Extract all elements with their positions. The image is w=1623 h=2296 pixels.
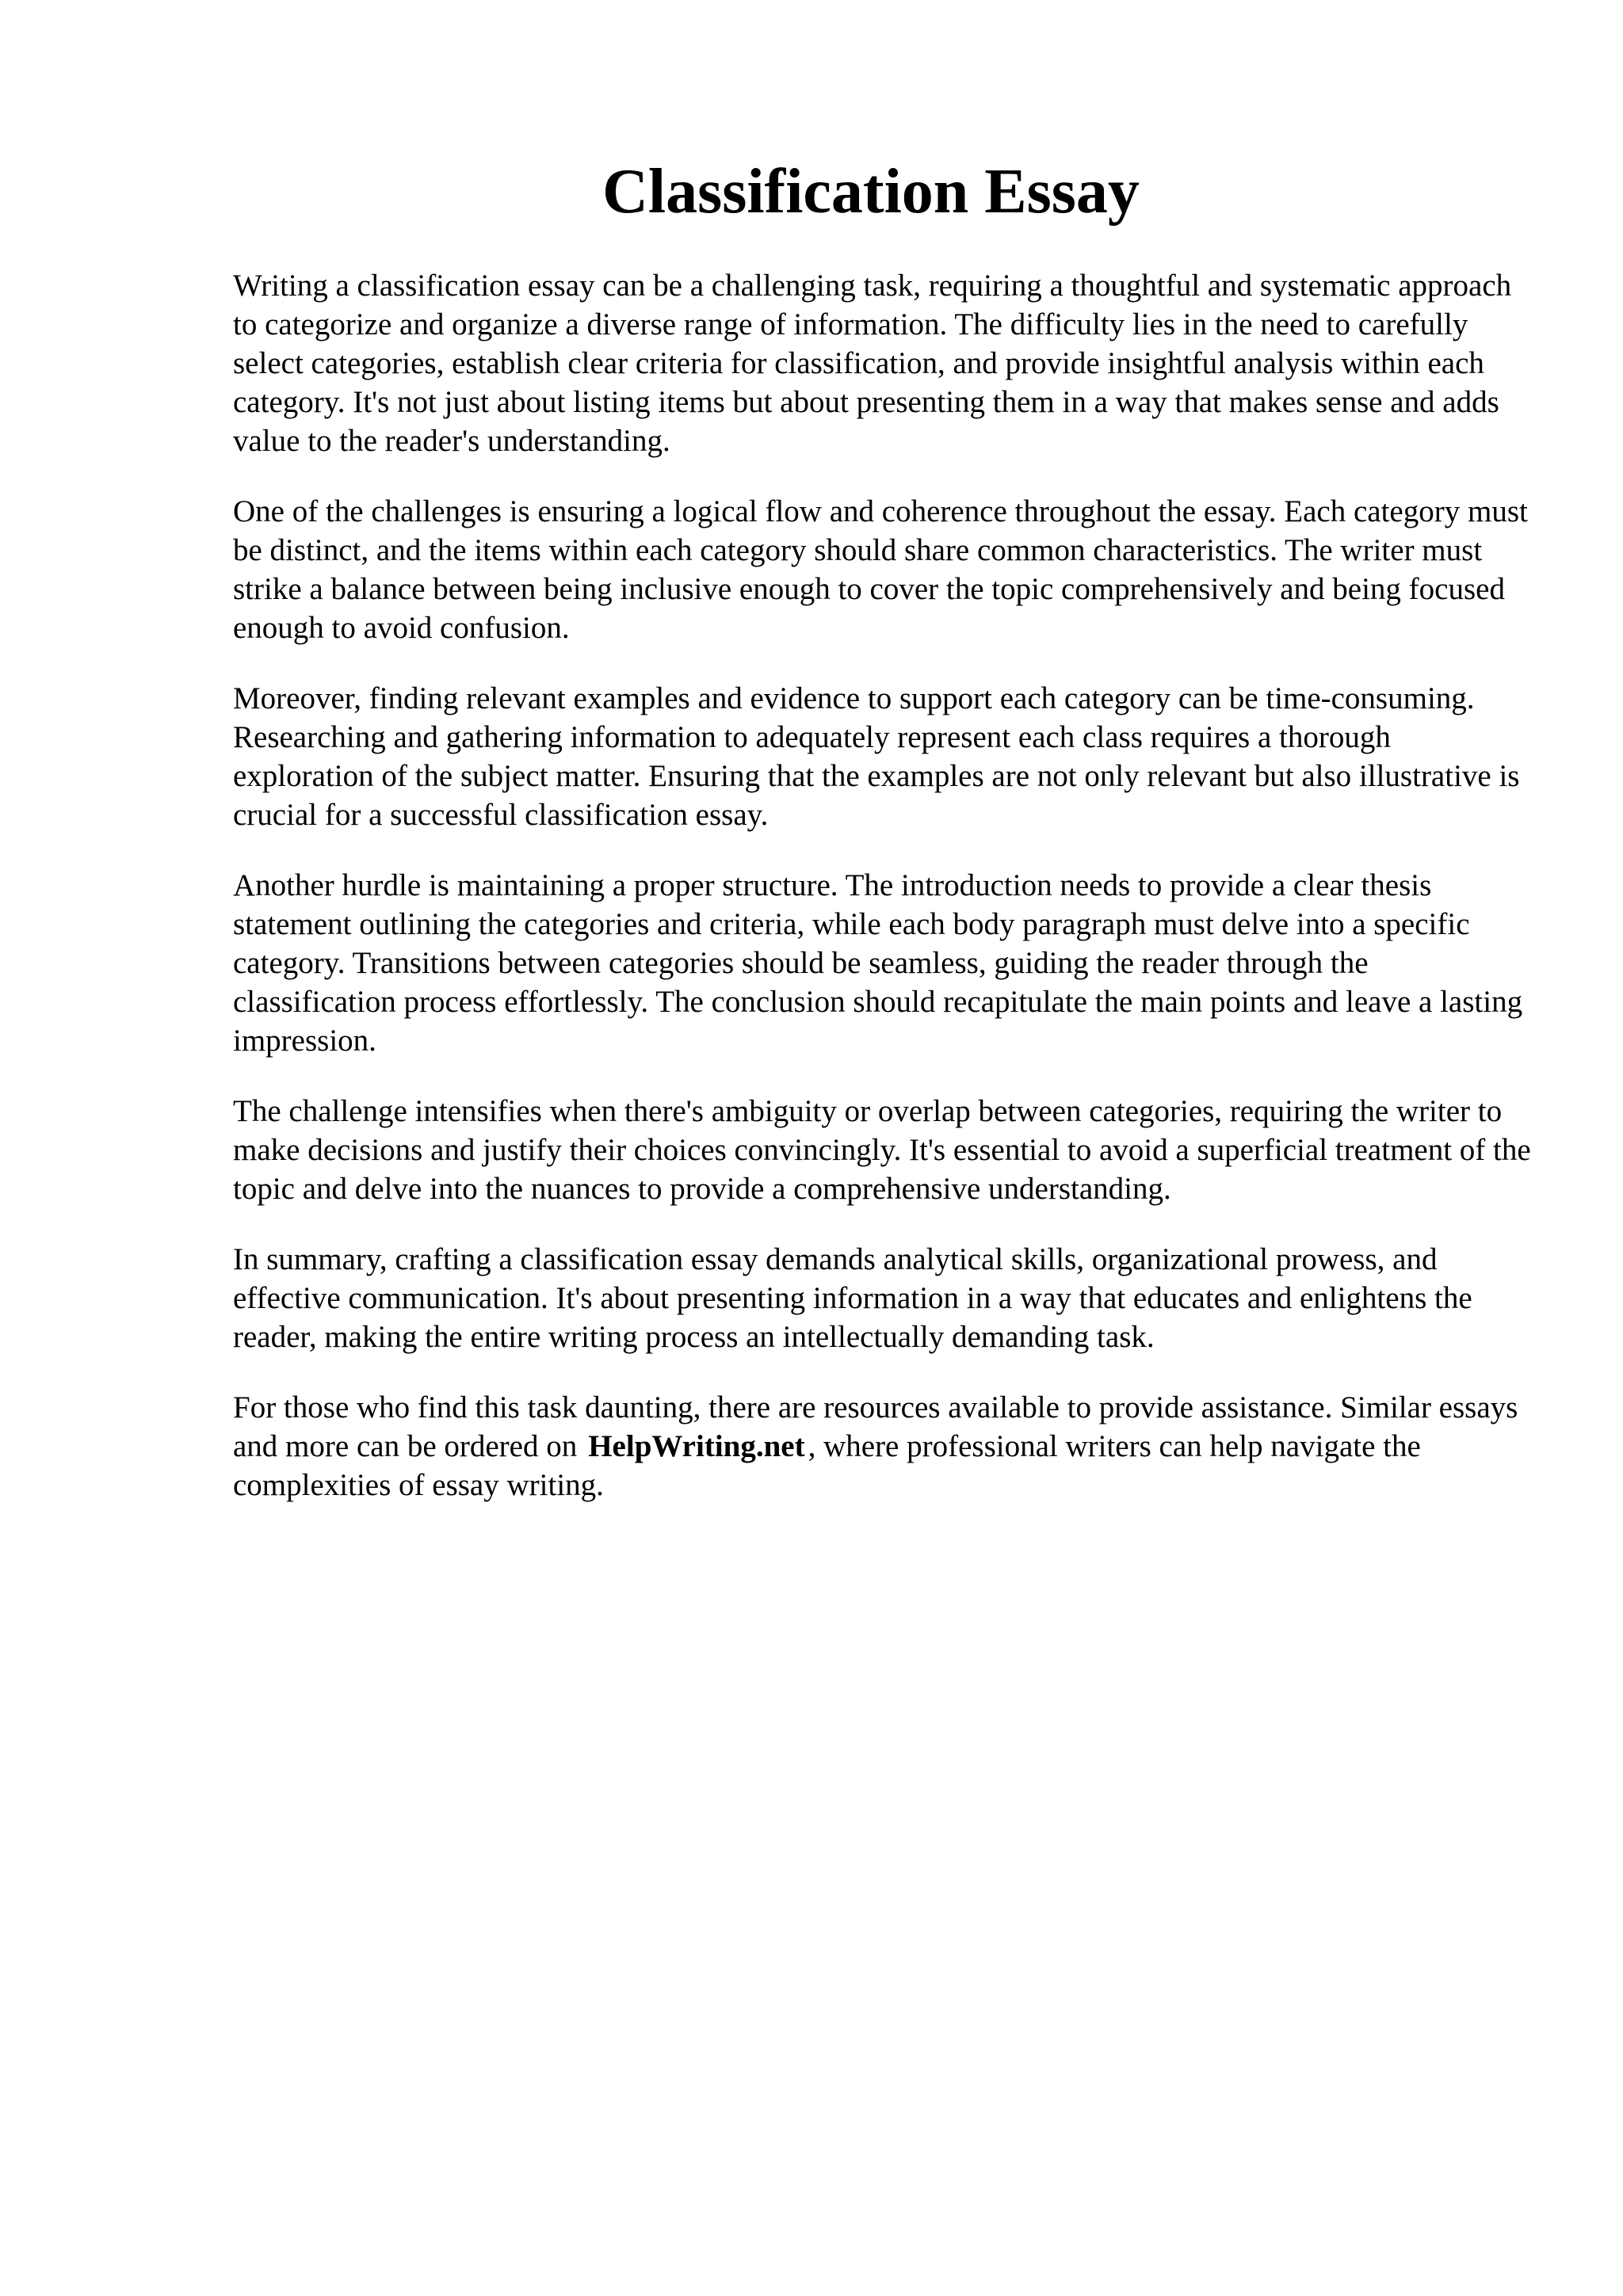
- paragraph-5: The challenge intensifies when there's ambiguity or overlap between categories, requiring the writer to make decisions and justify their choices convincingly. It's essential to avoid a superficial treatment of the topic and delve into the nuances to provide a comprehensive understanding.: [233, 1094, 1531, 1206]
- paragraph-2: One of the challenges is ensuring a logical flow and coherence throughout the essay. Each category must be distinct, and the items within each category should share common characteristics. The writer must strike a balance between being inclusive enough to cover the topic comprehensively and being focused enough to avoid confusion.: [233, 494, 1528, 645]
- paragraph-1: Writing a classification essay can be a challenging task, requiring a thoughtful and systematic approach to categorize and organize a diverse range of information. The difficulty lies in the need to carefully select categories, establish clear criteria for classification, and provide insightful analysis within each category. It's not just about listing items but about presenting them in a way that makes sense and adds value to the reader's understanding.: [233, 269, 1512, 458]
- paragraph-closing: [233, 1388, 1533, 1505]
- page-title: Classification Essay: [602, 157, 1140, 227]
- helpwriting-link[interactable]: HelpWriting.net: [588, 1429, 805, 1463]
- closing-text-after-link: , where professional writers can help navigate the complexities of essay writing.: [233, 1429, 1421, 1502]
- essay-body: [233, 266, 1533, 1536]
- paragraph-6: In summary, crafting a classification essay demands analytical skills, organizational prowess, and effective communication. It's about presenting information in a way that educates and enlightens the reader, making the entire writing process an intellectually demanding task.: [233, 1242, 1472, 1354]
- paragraph-3: Moreover, finding relevant examples and evidence to support each category can be time-consuming. Researching and gathering information to adequately represent each class requires a thorough exploration of the subject matter. Ensuring that the examples are not only relevant but also illustrative is crucial for a successful classification essay.: [233, 681, 1520, 832]
- closing-text-before-link: For those who find this task daunting, there are resources available to provide assistance. Similar essays and more can be ordered on: [233, 1390, 1518, 1463]
- paragraph-4: Another hurdle is maintaining a proper structure. The introduction needs to provide a clear thesis statement outlining the categories and criteria, while each body paragraph must delve into a specific category. Transitions between categories should be seamless, guiding the reader through the classification process effortlessly. The conclusion should recapitulate the main points and leave a lasting impression.: [233, 868, 1523, 1058]
